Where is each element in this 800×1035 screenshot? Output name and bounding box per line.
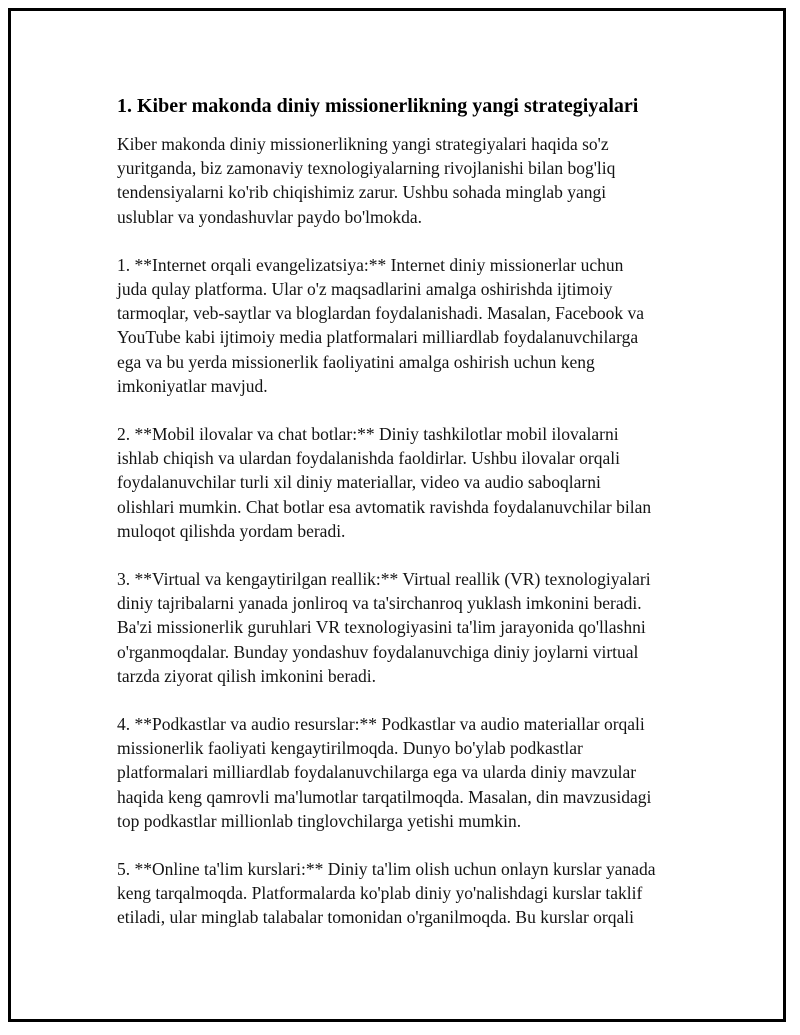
text-line: platformalari milliardlab foydalanuvchilarga ega va ularda diniy mavzular [117, 762, 637, 783]
text-line: etiladi, ular minglab talabalar tomonidan o'rganilmoqda. Bu kurslar orqali [117, 907, 635, 928]
document-body [117, 93, 697, 954]
text-line: o'rganmoqdalar. Bunday yondashuv foydalanuvchiga diniy joylarni virtual [117, 641, 639, 662]
text-line: juda qulay platforma. Ular o'z maqsadlarini amalga oshirishda ijtimoiy [117, 279, 613, 300]
paragraph-online-courses [117, 857, 697, 930]
intro-paragraph [117, 132, 697, 229]
text-line: imkoniyatlar mavjud. [117, 375, 268, 396]
text-line: 1. **Internet orqali evangelizatsiya:** Internet diniy missionerlar uchun [117, 254, 624, 275]
text-line: 5. **Online ta'lim kurslari:** Diniy ta'lim olish uchun onlayn kurslar yanada [117, 859, 656, 880]
text-line: 3. **Virtual va kengaytirilgan reallik:** Virtual reallik (VR) texnologiyalari [117, 569, 651, 590]
text-line: uslublar va yondashuvlar paydo bo'lmokda. [117, 206, 422, 227]
text-line: 4. **Podkastlar va audio resurslar:** Podkastlar va audio materiallar orqali [117, 714, 645, 735]
text-line: diniy tajribalarni yanada jonliroq va ta'sirchanroq yuklash imkonini beradi. [117, 593, 642, 614]
text-line: muloqot qilishda yordam beradi. [117, 520, 346, 541]
text-line: tarzda ziyorat qilish imkonini beradi. [117, 665, 377, 686]
paragraph-internet-evangelization [117, 253, 697, 398]
text-line: olishlari mumkin. Chat botlar esa avtomatik ravishda foydalanuvchilar bilan [117, 496, 652, 517]
text-line: haqida keng qamrovli ma'lumotlar tarqatilmoqda. Masalan, din mavzusidagi [117, 786, 652, 807]
paragraph-virtual-reality [117, 567, 697, 688]
text-line: ishlab chiqish va ulardan foydalanishda faoldirlar. Ushbu ilovalar orqali [117, 448, 620, 469]
text-line: missionerlik faoliyati kengaytirilmoqda. Dunyo bo'ylab podkastlar [117, 738, 583, 759]
text-line: Kiber makonda diniy missionerlikning yangi strategiyalari haqida so'z [117, 134, 609, 154]
text-line: top podkastlar millionlab tinglovchilarga yetishi mumkin. [117, 810, 522, 831]
paragraph-podcasts-audio [117, 712, 697, 833]
text-line: Ba'zi missionerlik guruhlari VR texnologiyasini ta'lim jarayonida qo'llashni [117, 617, 646, 638]
document-title: 1. Kiber makonda diniy missionerlikning yangi strategiyalari [117, 95, 639, 117]
text-line: YouTube kabi ijtimoiy media platformalari milliardlab foydalanuvchilarga [117, 327, 639, 348]
text-line: foydalanuvchilar turli xil diniy materiallar, video va audio saboqlarni [117, 472, 601, 493]
paragraph-mobile-apps-chatbots [117, 422, 697, 543]
text-line: 2. **Mobil ilovalar va chat botlar:** Diniy tashkilotlar mobil ilovalarni [117, 424, 619, 445]
text-line: yuritganda, biz zamonaviy texnologiyalarning rivojlanishi bilan bog'liq [117, 158, 616, 179]
text-line: ega va bu yerda missionerlik faoliyatini amalga oshirish uchun keng [117, 351, 595, 372]
text-line: keng tarqalmoqda. Platformalarda ko'plab diniy yo'nalishdagi kurslar taklif [117, 883, 643, 904]
text-line: tarmoqlar, veb-saytlar va bloglardan foydalanishadi. Masalan, Facebook va [117, 303, 645, 324]
text-line: tendensiyalarni ko'rib chiqishimiz zarur. Ushbu sohada minglab yangi [117, 182, 607, 203]
